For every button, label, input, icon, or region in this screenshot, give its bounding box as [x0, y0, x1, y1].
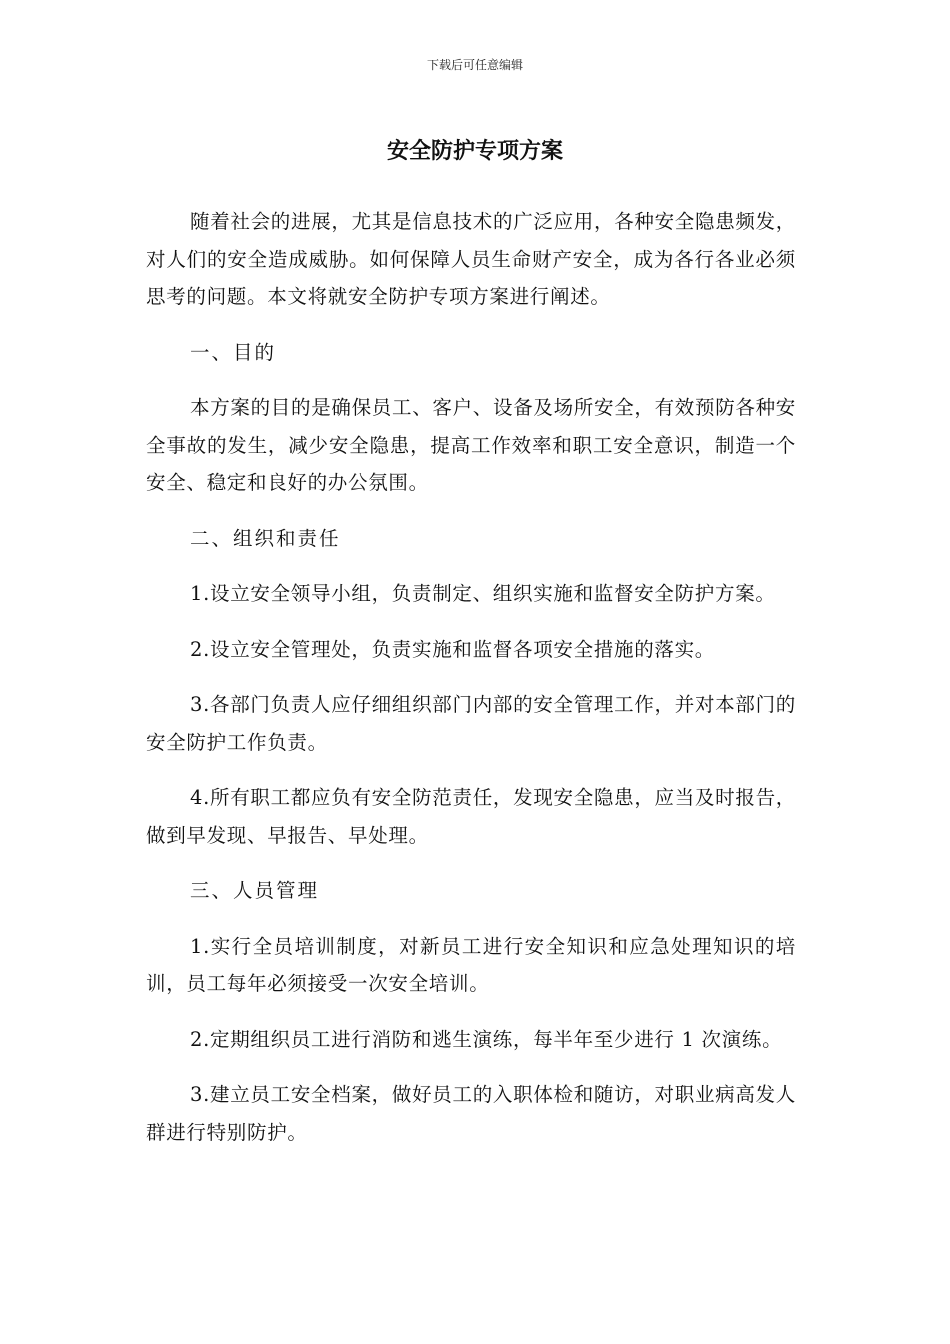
personnel-item-1: 1.实行全员培训制度，对新员工进行安全知识和应急处理知识的培训，员工每年必须接受一次安全培训。: [146, 934, 796, 995]
section-heading-purpose: 一、目的: [190, 340, 277, 364]
section-heading-personnel: 三、人员管理: [190, 879, 320, 902]
organization-item-1: 1.设立安全领导小组，负责制定、组织实施和监督安全防护方案。: [190, 582, 776, 605]
intro-paragraph: 随着社会的进展，尤其是信息技术的广泛应用，各种安全隐患频发，对人们的安全造成威胁。如何保障人员生命财产安全，成为各行各业必须思考的问题。本文将就安全防护专项方案进行阐述。: [146, 210, 797, 308]
personnel-item-3: 3.建立员工安全档案，做好员工的入职体检和随访，对职业病高发人群进行特别防护。: [146, 1083, 796, 1144]
organization-item-4: 4.所有职工都应负有安全防范责任，发现安全隐患，应当及时报告，做到早发现、早报告、早处理。: [146, 786, 796, 847]
personnel-item-2: 2.定期组织员工进行消防和逃生演练，每半年至少进行 1 次演练。: [190, 1027, 783, 1051]
section-heading-organization: 二、组织和责任: [190, 526, 341, 550]
purpose-paragraph: 本方案的目的是确保员工、客户、设备及场所安全，有效预防各种安全事故的发生，减少安全隐患，提高工作效率和职工安全意识，制造一个安全、稳定和良好的办公氛围。: [146, 396, 797, 494]
header-note: 下载后可任意编辑: [426, 58, 523, 72]
document-title: 安全防护专项方案: [386, 139, 563, 164]
organization-item-3: 3.各部门负责人应仔细组织部门内部的安全管理工作，并对本部门的安全防护工作负责。: [146, 693, 796, 754]
organization-item-2: 2.设立安全管理处，负责实施和监督各项安全措施的落实。: [190, 637, 716, 661]
document-body: [146, 203, 796, 1169]
